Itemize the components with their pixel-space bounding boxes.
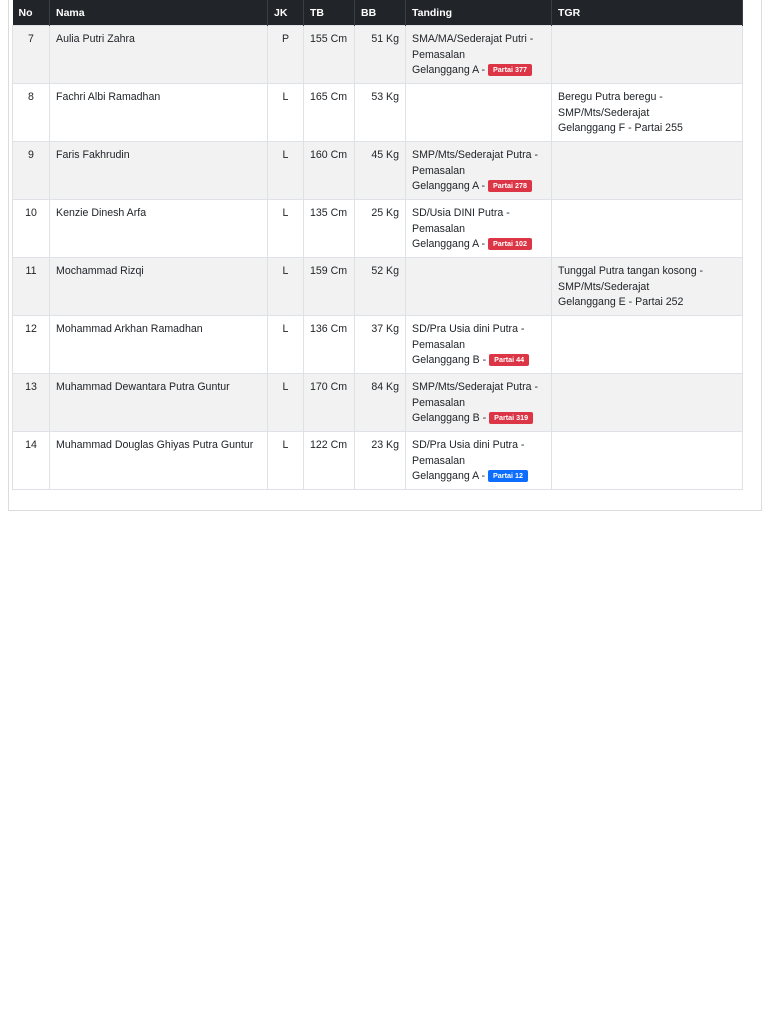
cell-nama: Muhammad Douglas Ghiyas Putra Guntur [50, 432, 268, 490]
tanding-arena: Gelanggang A - [412, 470, 486, 482]
cell-no: 8 [13, 84, 50, 142]
cell-bb: 37 Kg [355, 316, 406, 374]
cell-jk: L [268, 142, 304, 200]
cell-no: 10 [13, 200, 50, 258]
header-tb: TB [304, 0, 355, 26]
partai-badge: Partai 12 [488, 470, 528, 482]
tgr-line: Beregu Putra beregu - [558, 91, 663, 103]
header-nama: Nama [50, 0, 268, 26]
cell-tb: 122 Cm [304, 432, 355, 490]
cell-nama: Muhammad Dewantara Putra Guntur [50, 374, 268, 432]
tanding-stage: Pemasalan [412, 454, 465, 467]
tanding-arena: Gelanggang A - [412, 238, 486, 250]
cell-bb: 52 Kg [355, 258, 406, 316]
tanding-category: SD/Pra Usia dini Putra - [412, 323, 525, 335]
table-row [13, 432, 743, 490]
cell-tanding [406, 84, 552, 142]
cell-tanding [406, 316, 552, 374]
tanding-stage: Pemasalan [412, 338, 465, 351]
cell-tanding [406, 374, 552, 432]
cell-jk: L [268, 316, 304, 374]
partai-badge: Partai 377 [488, 64, 532, 76]
tanding-category: SD/Usia DINI Putra - [412, 207, 510, 219]
cell-tgr [552, 374, 743, 432]
tgr-line: Gelanggang E - Partai 252 [558, 296, 684, 308]
cell-tgr [552, 432, 743, 490]
cell-tgr [552, 142, 743, 200]
cell-tgr [552, 258, 743, 316]
table-row [13, 26, 743, 84]
cell-nama: Mohammad Arkhan Ramadhan [50, 316, 268, 374]
tanding-stage: Pemasalan [412, 48, 465, 61]
tanding-arena: Gelanggang A - [412, 64, 486, 76]
cell-tb: 160 Cm [304, 142, 355, 200]
tanding-category: SD/Pra Usia dini Putra - [412, 439, 525, 451]
cell-nama: Fachri Albi Ramadhan [50, 84, 268, 142]
participants-table [12, 0, 743, 490]
tgr-line: SMP/Mts/Sederajat [558, 106, 650, 119]
cell-no: 13 [13, 374, 50, 432]
table-row [13, 374, 743, 432]
cell-jk: L [268, 258, 304, 316]
cell-tanding [406, 200, 552, 258]
cell-jk: L [268, 200, 304, 258]
cell-jk: P [268, 26, 304, 84]
tanding-category: SMP/Mts/Sederajat Putra - [412, 149, 538, 161]
cell-nama: Aulia Putri Zahra [50, 26, 268, 84]
cell-nama: Faris Fakhrudin [50, 142, 268, 200]
table-row [13, 200, 743, 258]
tgr-line: SMP/Mts/Sederajat [558, 280, 650, 293]
cell-no: 12 [13, 316, 50, 374]
cell-tb: 165 Cm [304, 84, 355, 142]
cell-tb: 136 Cm [304, 316, 355, 374]
tgr-line: Gelanggang F - Partai 255 [558, 122, 683, 134]
tgr-line: Tunggal Putra tangan kosong - [558, 265, 704, 277]
cell-tanding [406, 26, 552, 84]
cell-tgr [552, 26, 743, 84]
cell-bb: 25 Kg [355, 200, 406, 258]
tanding-category: SMP/Mts/Sederajat Putra - [412, 381, 538, 393]
cell-tgr [552, 84, 743, 142]
cell-tgr [552, 316, 743, 374]
tanding-category: SMA/MA/Sederajat Putri - [412, 33, 534, 45]
cell-tanding [406, 432, 552, 490]
cell-tb: 155 Cm [304, 26, 355, 84]
cell-tanding [406, 142, 552, 200]
partai-badge: Partai 319 [489, 412, 533, 424]
cell-bb: 53 Kg [355, 84, 406, 142]
table-row [13, 142, 743, 200]
header-tanding: Tanding [406, 0, 552, 26]
cell-tgr [552, 200, 743, 258]
table-row [13, 84, 743, 142]
cell-nama: Kenzie Dinesh Arfa [50, 200, 268, 258]
header-tgr: TGR [552, 0, 743, 26]
cell-bb: 23 Kg [355, 432, 406, 490]
cell-tb: 135 Cm [304, 200, 355, 258]
table-row [13, 316, 743, 374]
partai-badge: Partai 278 [488, 180, 532, 192]
cell-tanding [406, 258, 552, 316]
tanding-stage: Pemasalan [412, 222, 465, 235]
tanding-arena: Gelanggang B - [412, 412, 487, 424]
cell-bb: 84 Kg [355, 374, 406, 432]
partai-badge: Partai 44 [489, 354, 529, 366]
cell-jk: L [268, 374, 304, 432]
table-body [13, 26, 743, 490]
cell-nama: Mochammad Rizqi [50, 258, 268, 316]
header-jk: JK [268, 0, 304, 26]
partai-badge: Partai 102 [488, 238, 532, 250]
table-row [13, 258, 743, 316]
header-no: No [13, 0, 50, 26]
tanding-stage: Pemasalan [412, 164, 465, 177]
cell-tb: 170 Cm [304, 374, 355, 432]
cell-jk: L [268, 84, 304, 142]
cell-bb: 51 Kg [355, 26, 406, 84]
cell-no: 9 [13, 142, 50, 200]
tanding-stage: Pemasalan [412, 396, 465, 409]
cell-jk: L [268, 432, 304, 490]
cell-no: 7 [13, 26, 50, 84]
table-header [13, 0, 743, 26]
header-bb: BB [355, 0, 406, 26]
cell-no: 14 [13, 432, 50, 490]
cell-no: 11 [13, 258, 50, 316]
tanding-arena: Gelanggang A - [412, 180, 486, 192]
tanding-arena: Gelanggang B - [412, 354, 487, 366]
cell-tb: 159 Cm [304, 258, 355, 316]
cell-bb: 45 Kg [355, 142, 406, 200]
